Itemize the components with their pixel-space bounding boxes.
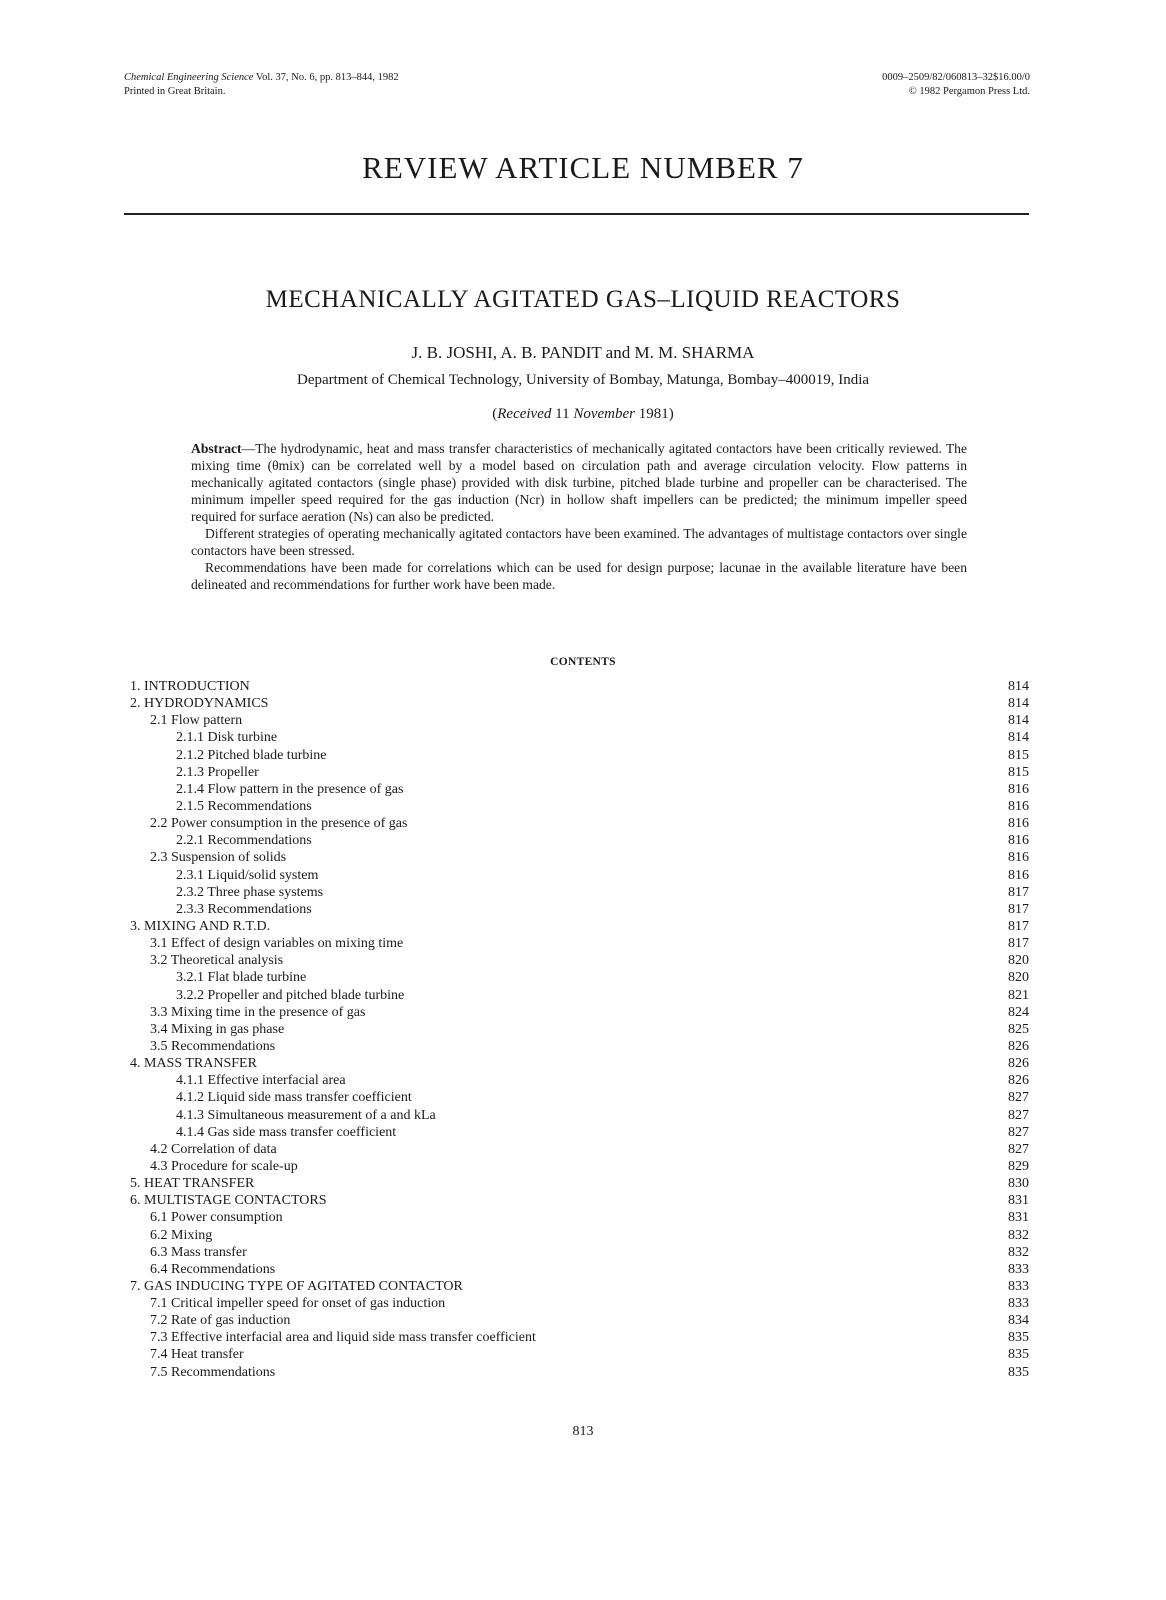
toc-number: 6.3 [150,1244,168,1260]
toc-row [124,1124,1029,1141]
toc-page: 820 [1008,970,1029,986]
toc-row [124,781,1029,798]
toc-row [124,1364,1029,1381]
toc-page: 831 [1008,1193,1029,1209]
toc-label: Liquid/solid system [207,867,319,883]
toc-page: 827 [1008,1090,1029,1106]
toc-label: Recommendations [171,1261,276,1277]
toc-number: 2.3.2 [176,884,204,900]
toc-page: 829 [1008,1158,1029,1174]
toc-row [124,867,1029,884]
toc-number: 6. [130,1193,141,1209]
toc-page: 816 [1008,867,1029,883]
toc-label: Effective interfacial area [207,1073,346,1089]
toc-row [124,1072,1029,1089]
paper-title: MECHANICALLY AGITATED GAS–LIQUID REACTORS [265,286,901,313]
toc-number: 2.2.1 [176,833,204,849]
toc-row [124,918,1029,935]
toc-row [124,764,1029,781]
toc-row [124,1192,1029,1209]
toc-label: Power consumption [171,1210,283,1226]
toc-page: 827 [1008,1107,1029,1123]
toc-label: Propeller [207,764,259,780]
toc-row [124,884,1029,901]
toc-row [124,935,1029,952]
toc-row [124,1004,1029,1021]
toc-label: Propeller and pitched blade turbine [207,987,405,1003]
toc-page: 833 [1008,1278,1029,1294]
toc-label: MULTISTAGE CONTACTORS [144,1193,327,1209]
toc-number: 3.1 [150,936,168,952]
table-of-contents [124,678,1029,1381]
toc-page: 832 [1008,1244,1029,1260]
toc-number: 6.1 [150,1210,168,1226]
contents-heading: CONTENTS [550,656,616,668]
toc-page: 817 [1008,901,1029,917]
toc-number: 2.2 [150,816,168,832]
toc-number: 2.1.3 [176,764,204,780]
publisher-info [882,71,1030,99]
toc-row [124,678,1029,695]
toc-label: Three phase systems [207,884,324,900]
toc-number: 3.2.1 [176,970,204,986]
toc-row [124,1141,1029,1158]
toc-label: Critical impeller speed for onset of gas induction [171,1296,446,1312]
toc-page: 815 [1008,747,1029,763]
toc-number: 1. [130,679,141,694]
toc-label: Recommendations [171,1038,276,1054]
toc-label: Simultaneous measurement of a and kLa [207,1107,436,1123]
printed-note: Printed in Great Britain. [124,86,226,97]
toc-number: 2.3 [150,850,168,866]
toc-page: 835 [1008,1364,1029,1380]
toc-row [124,1089,1029,1106]
toc-page: 816 [1008,781,1029,797]
toc-number: 7.2 [150,1313,168,1329]
toc-row [124,695,1029,712]
toc-number: 2.3.1 [176,867,204,883]
toc-label: Flat blade turbine [207,970,307,986]
toc-page: 831 [1008,1210,1029,1226]
toc-number: 3.2 [150,953,168,969]
toc-label: Rate of gas induction [171,1313,291,1329]
abstract-paragraph: Different strategies of operating mechanically agitated contactors have been examined. The advantages of multistage contactors over single contactors have been stressed. [191,526,967,558]
toc-label: Heat transfer [171,1347,244,1363]
toc-label: MIXING AND R.T.D. [144,918,271,934]
toc-label: Power consumption in the presence of gas [171,816,408,832]
toc-label: Mixing time in the presence of gas [171,1004,366,1020]
toc-row [124,747,1029,764]
toc-page: 827 [1008,1124,1029,1140]
toc-number: 7. [130,1278,141,1294]
toc-page: 817 [1008,884,1029,900]
toc-number: 3.4 [150,1021,168,1037]
journal-volume: Vol. 37, No. 6, pp. 813–844, 1982 [253,72,399,83]
toc-row [124,1021,1029,1038]
toc-row [124,1158,1029,1175]
toc-number: 7.5 [150,1364,168,1380]
toc-row [124,1107,1029,1124]
toc-row [124,712,1029,729]
toc-row [124,1346,1029,1363]
journal-citation [124,71,399,99]
toc-row [124,729,1029,746]
toc-label: Procedure for scale-up [171,1158,298,1174]
abstract-lead: Abstract [191,441,242,456]
toc-page: 817 [1008,918,1029,934]
toc-label: HYDRODYNAMICS [144,696,269,712]
toc-page: 825 [1008,1021,1029,1037]
toc-label: Suspension of solids [171,850,287,866]
toc-number: 2. [130,696,141,712]
toc-row [124,1055,1029,1072]
toc-number: 7.1 [150,1296,168,1312]
toc-page: 817 [1008,936,1029,952]
toc-number: 2.1.2 [176,747,204,763]
toc-page: 835 [1008,1347,1029,1363]
toc-row [124,1329,1029,1346]
copyright-note: © 1982 Pergamon Press Ltd. [908,86,1030,97]
toc-row [124,815,1029,832]
toc-number: 4.1.1 [176,1073,204,1089]
toc-number: 3. [130,918,141,934]
toc-row [124,952,1029,969]
toc-page: 816 [1008,816,1029,832]
toc-number: 7.3 [150,1330,168,1346]
toc-label: INTRODUCTION [144,679,250,694]
toc-row [124,969,1029,986]
toc-label: Correlation of data [171,1141,277,1157]
toc-page: 827 [1008,1141,1029,1157]
toc-number: 4.1.2 [176,1090,204,1106]
toc-number: 7.4 [150,1347,168,1363]
toc-label: Recommendations [171,1364,276,1380]
toc-number: 2.3.3 [176,901,204,917]
toc-page: 835 [1008,1330,1029,1346]
toc-row [124,1175,1029,1192]
article-label: REVIEW ARTICLE NUMBER 7 [362,150,804,185]
toc-number: 3.5 [150,1038,168,1054]
toc-number: 3.3 [150,1004,168,1020]
toc-row [124,1278,1029,1295]
toc-page: 833 [1008,1296,1029,1312]
toc-row [124,849,1029,866]
toc-page: 833 [1008,1261,1029,1277]
toc-number: 2.1.4 [176,781,204,797]
toc-page: 834 [1008,1313,1029,1329]
authors: J. B. JOSHI, A. B. PANDIT and M. M. SHARMA [411,343,755,362]
toc-row [124,1261,1029,1278]
toc-page: 826 [1008,1038,1029,1054]
toc-page: 826 [1008,1073,1029,1089]
abstract-paragraph: Recommendations have been made for correlations which can be used for design purpose; lacunae in the available literature have been delineated and recommendations for further work have been made. [191,560,967,592]
toc-row [124,987,1029,1004]
toc-label: Effective interfacial area and liquid side mass transfer coefficient [171,1330,536,1346]
toc-number: 5. [130,1176,141,1192]
toc-label: Recommendations [207,798,312,814]
toc-row [124,1312,1029,1329]
toc-row [124,1295,1029,1312]
toc-label: Liquid side mass transfer coefficient [207,1090,412,1106]
toc-page: 824 [1008,1004,1029,1020]
toc-number: 4. [130,1056,141,1072]
toc-row [124,798,1029,815]
toc-label: Effect of design variables on mixing time [171,936,404,952]
affiliation: Department of Chemical Technology, University of Bombay, Matunga, Bombay–400019, India [296,372,870,388]
toc-label: Pitched blade turbine [207,747,327,763]
toc-label: HEAT TRANSFER [144,1176,255,1192]
toc-row [124,1227,1029,1244]
toc-page: 832 [1008,1227,1029,1243]
toc-page: 820 [1008,953,1029,969]
toc-page: 826 [1008,1056,1029,1072]
received-date: (Received 11 November 1981) [492,406,674,422]
toc-number: 4.2 [150,1141,168,1157]
toc-page: 814 [1008,730,1029,746]
toc-label: Mixing in gas phase [171,1021,285,1037]
toc-number: 6.4 [150,1261,168,1277]
toc-label: Disk turbine [207,730,278,746]
toc-number: 4.1.3 [176,1107,204,1123]
toc-label: Mixing [171,1227,213,1243]
toc-label: Recommendations [207,901,312,917]
abstract [191,440,967,593]
toc-label: Recommendations [207,833,312,849]
toc-number: 2.1.5 [176,798,204,814]
toc-row [124,1244,1029,1261]
toc-page: 816 [1008,833,1029,849]
toc-row [124,832,1029,849]
toc-page: 814 [1008,713,1029,729]
toc-label: Gas side mass transfer coefficient [207,1124,397,1140]
toc-page: 816 [1008,850,1029,866]
toc-number: 2.1.1 [176,730,204,746]
toc-number: 4.1.4 [176,1124,204,1140]
toc-label: Flow pattern [171,713,243,729]
page-number: 813 [572,1424,594,1439]
toc-page: 816 [1008,798,1029,814]
toc-label: GAS INDUCING TYPE OF AGITATED CONTACTOR [144,1278,463,1294]
toc-row [124,901,1029,918]
toc-label: Mass transfer [171,1244,247,1260]
abstract-paragraph: Abstract—The hydrodynamic, heat and mass transfer characteristics of mechanically agitated contactors have been critically reviewed. The mixing time (θmix) can be correlated well by a model based on circulation path and average circulation velocity. Flow patterns in mechanically agitated contactors (single phase) provided with disk turbine, pitched blade turbine and propeller can be characterised. The minimum impeller speed required for the gas induction (Ncr) in hollow shaft impellers can be predicted; the minimum impeller speed required for surface aeration (Ns) can also be predicted. [191,441,967,524]
toc-page: 821 [1008,987,1029,1003]
toc-page: 815 [1008,764,1029,780]
toc-page: 814 [1008,696,1029,712]
journal-name: Chemical Engineering Science [124,72,254,83]
toc-label: Flow pattern in the presence of gas [207,781,404,797]
toc-row [124,1038,1029,1055]
toc-page: 830 [1008,1176,1029,1192]
toc-number: 3.2.2 [176,987,204,1003]
toc-label: MASS TRANSFER [144,1056,257,1072]
issn-code: 0009–2509/82/060813–32$16.00/0 [882,72,1030,83]
toc-label: Theoretical analysis [170,953,284,969]
toc-number: 2.1 [150,713,168,729]
toc-number: 6.2 [150,1227,168,1243]
header-rule [124,213,1029,215]
journal-line [124,71,399,85]
toc-number: 4.3 [150,1158,168,1174]
toc-row [124,1209,1029,1226]
toc-page: 814 [1008,679,1029,694]
